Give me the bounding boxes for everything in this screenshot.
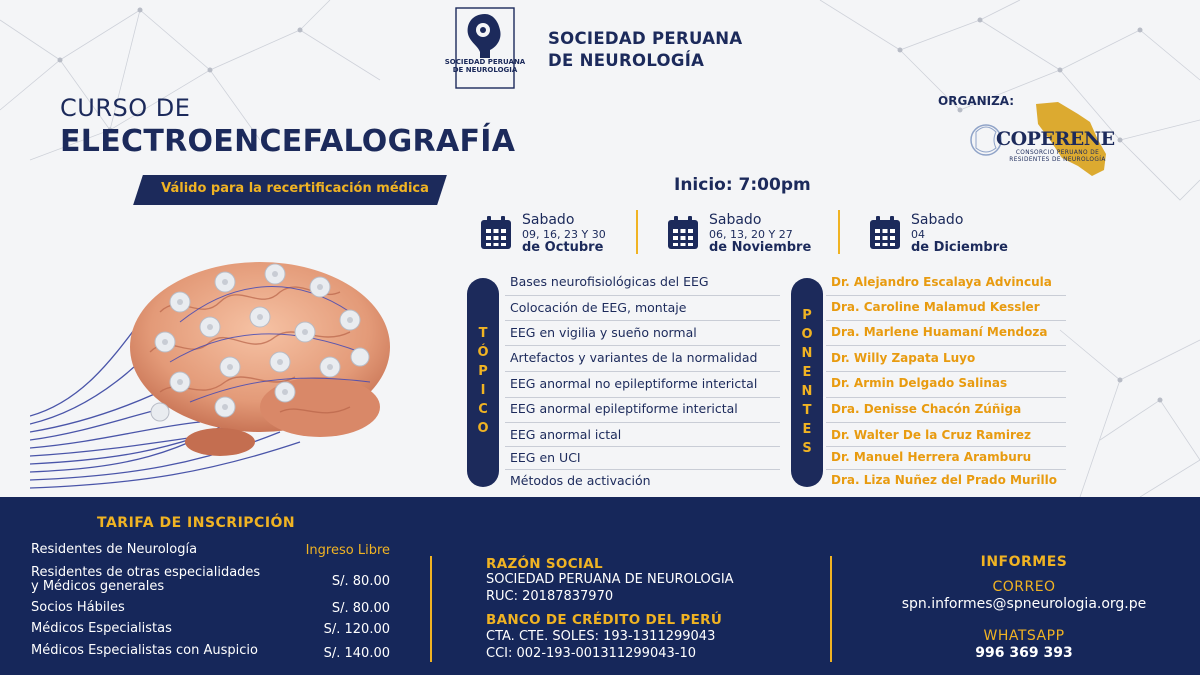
speaker-item: Dr. Armin Delgado Salinas — [831, 376, 1008, 390]
fee-value: Ingreso Libre — [305, 543, 390, 558]
date-numbers: 04 — [911, 228, 925, 241]
vertical-letter: E — [802, 422, 812, 437]
speaker-item: Dr. Willy Zapata Luyo — [831, 351, 976, 365]
vertical-letter: O — [801, 327, 813, 342]
calendar-icon — [869, 216, 901, 250]
logo-caption-line1: SOCIEDAD PERUANA — [444, 58, 526, 66]
topic-item: Bases neurofisiológicas del EEG — [510, 274, 709, 289]
vertical-letter: T — [478, 326, 488, 341]
vertical-letter: N — [801, 346, 813, 361]
footer-separator — [830, 556, 832, 662]
speaker-divider — [826, 295, 1066, 296]
date-day: Sabado — [709, 212, 762, 228]
razon-social-label: RAZÓN SOCIAL — [486, 556, 603, 572]
whatsapp-label: WHATSAPP — [983, 628, 1065, 644]
date-month: de Octubre — [522, 240, 604, 255]
topic-divider — [505, 446, 780, 447]
speaker-divider — [826, 422, 1066, 423]
speaker-item: Dr. Alejandro Escalaya Advincula — [831, 275, 1052, 289]
email-link[interactable]: spn.informes@spneurologia.org.pe — [901, 596, 1147, 612]
vertical-letter: P — [478, 364, 488, 379]
fee-label-line1: Residentes de otras especialidades — [31, 565, 261, 580]
organizer-label: ORGANIZA: — [938, 94, 1015, 108]
topic-divider — [505, 422, 780, 423]
coperene-subtitle: CONSORCIO PERUANO DE RESIDENTES DE NEUROLOGÍA — [1009, 150, 1106, 163]
topic-divider — [505, 371, 780, 372]
topic-divider — [505, 469, 780, 470]
date-day: Sabado — [911, 212, 964, 228]
topics-label — [467, 324, 499, 438]
topic-item: EEG anormal no epileptiforme interictal — [510, 376, 758, 391]
footer-separator — [430, 556, 432, 662]
start-time: Inicio: 7:00pm — [674, 175, 811, 195]
speaker-item: Dr. Walter De la Cruz Ramirez — [831, 428, 1031, 442]
date-month: de Noviembre — [709, 240, 812, 255]
topic-item: EEG anormal ictal — [510, 427, 622, 442]
speaker-item: Dra. Denisse Chacón Zúñiga — [831, 402, 1022, 416]
calendar-icon — [480, 216, 512, 250]
topic-divider — [505, 295, 780, 296]
topic-item: Colocación de EEG, montaje — [510, 300, 687, 315]
fees-title: TARIFA DE INSCRIPCIÓN — [97, 515, 296, 531]
email-label: CORREO — [992, 579, 1056, 595]
vertical-letter: O — [477, 421, 489, 436]
topic-divider — [505, 345, 780, 346]
vertical-letter: S — [802, 441, 812, 456]
topic-divider — [505, 397, 780, 398]
date-separator — [838, 210, 840, 254]
speaker-item: Dra. Marlene Huamaní Mendoza — [831, 325, 1048, 339]
speaker-divider — [826, 469, 1066, 470]
coperene-name: COPERENE — [996, 128, 1115, 150]
topic-item: EEG en UCI — [510, 450, 581, 465]
speaker-item: Dr. Manuel Herrera Aramburu — [831, 450, 1032, 464]
vertical-letter: T — [802, 403, 812, 418]
bank-label: BANCO DE CRÉDITO DEL PERÚ — [486, 612, 723, 628]
vertical-letter: I — [480, 383, 486, 398]
date-day: Sabado — [522, 212, 575, 228]
fee-value: S/. 80.00 — [331, 574, 390, 589]
speaker-item: Dra. Liza Nuñez del Prado Murillo — [831, 473, 1057, 487]
bank-account: CTA. CTE. SOLES: 193-1311299043 — [486, 629, 716, 644]
razon-social-name: SOCIEDAD PERUANA DE NEUROLOGIA — [486, 572, 734, 587]
topic-item: EEG anormal epileptiforme interictal — [510, 401, 738, 416]
vertical-letter: N — [801, 384, 813, 399]
speaker-divider — [826, 371, 1066, 372]
vertical-letter: Ó — [477, 345, 489, 360]
vertical-letter: P — [802, 308, 812, 323]
speakers-label — [791, 306, 823, 458]
fee-value: S/. 120.00 — [323, 622, 390, 637]
bank-cci: CCI: 002-193-001311299043-10 — [486, 646, 696, 661]
topic-item: Artefactos y variantes de la normalidad — [510, 350, 758, 365]
info-title: INFORMES — [980, 554, 1068, 570]
logo-caption — [440, 58, 530, 74]
fee-label: Médicos Especialistas con Auspicio — [31, 643, 258, 658]
date-separator — [636, 210, 638, 254]
fee-label: Residentes de Neurología — [31, 542, 198, 557]
fee-label-line2: y Médicos generales — [31, 579, 165, 594]
fee-value: S/. 80.00 — [331, 601, 390, 616]
speaker-divider — [826, 345, 1066, 346]
speaker-item: Dra. Caroline Malamud Kessler — [831, 300, 1040, 314]
topic-item: Métodos de activación — [510, 473, 651, 488]
speaker-divider — [826, 320, 1066, 321]
org-name — [548, 28, 742, 72]
fee-label — [31, 566, 260, 594]
date-month: de Diciembre — [911, 240, 1008, 255]
org-name-line1: SOCIEDAD PERUANA — [548, 29, 743, 48]
vertical-letter: C — [478, 402, 488, 417]
fee-label: Socios Hábiles — [31, 600, 125, 615]
course-title-line2: ELECTROENCEFALOGRAFÍA — [60, 124, 516, 159]
topic-item: EEG en vigilia y sueño normal — [510, 325, 697, 340]
calendar-icon — [667, 216, 699, 250]
logo-caption-line2: DE NEUROLOGIA — [452, 66, 518, 74]
speaker-divider — [826, 397, 1066, 398]
ruc: RUC: 20187837970 — [486, 589, 614, 604]
date-numbers: 09, 16, 23 Y 30 — [522, 228, 606, 241]
brain-illustration — [30, 232, 460, 497]
fee-label: Médicos Especialistas — [31, 621, 172, 636]
topic-divider — [505, 320, 780, 321]
org-name-line2: DE NEUROLOGÍA — [548, 51, 705, 70]
fee-value: S/. 140.00 — [323, 646, 390, 661]
course-title-line1: CURSO DE — [60, 94, 191, 122]
speaker-divider — [826, 446, 1066, 447]
spn-logo — [452, 6, 518, 90]
whatsapp-number[interactable]: 996 369 393 — [975, 645, 1073, 661]
validity-text: Válido para la recertificación médica — [161, 181, 429, 196]
vertical-letter: E — [802, 365, 812, 380]
date-numbers: 06, 13, 20 Y 27 — [709, 228, 793, 241]
